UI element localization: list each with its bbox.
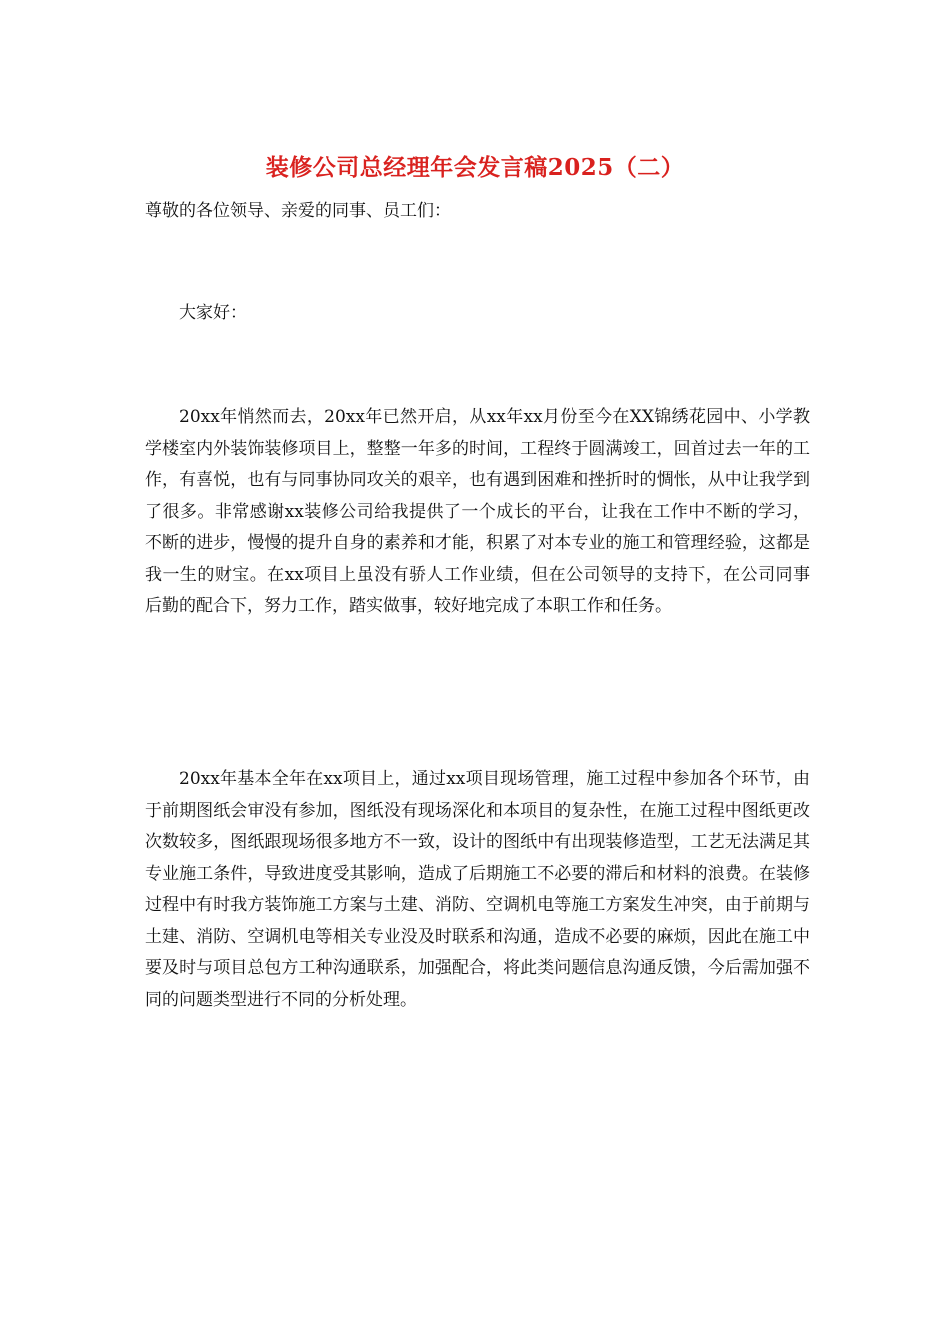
body-paragraph-2: 20xx年基本全年在xx项目上，通过xx项目现场管理，施工过程中参加各个环节，由于前期图纸会审没有参加，图纸没有现场深化和本项目的复杂性，在施工过程中图纸更改次数较多，图纸跟现场很多地方不一致，设计的图纸中有出现装修造型，工艺无法满足其专业施工条件，导致进度受其影响，造成了后期施工不必要的滞后和材料的浪费。在装修过程中有时我方装饰施工方案与土建、消防、空调机电等施工方案发生冲突，由于前期与土建、消防、空调机电等相关专业没及时联系和沟通，造成不必要的麻烦，因此在施工中要及时与项目总包方工种沟通联系，加强配合，将此类问题信息沟通反馈，今后需加强不同的问题类型进行不同的分析处理。 — [145, 769, 810, 1010]
body-paragraph-1: 20xx年悄然而去，20xx年已然开启，从xx年xx月份至今在XX锦绣花园中、小学教学楼室内外装饰装修项目上，整整一年多的时间，工程终于圆满竣工，回首过去一年的工作，有喜悦，也有与同事协同攻关的艰辛，也有遇到困难和挫折时的惆怅，从中让我学到了很多。非常感谢xx装修公司给我提供了一个成长的平台，让我在工作中不断的学习，不断的进步，慢慢的提升自身的素养和才能，积累了对本专业的施工和管理经验，这都是我一生的财宝。在xx项目上虽没有骄人工作业绩，但在公司领导的支持下，在公司同事后勤的配合下，努力工作，踏实做事，较好地完成了本职工作和任务。 — [145, 407, 810, 616]
salutation-line: 尊敬的各位领导、亲爱的同事、员工们： — [145, 201, 451, 221]
document-title: 装修公司总经理年会发言稿2025（二） — [265, 154, 685, 181]
greeting-line: 大家好： — [179, 303, 247, 323]
